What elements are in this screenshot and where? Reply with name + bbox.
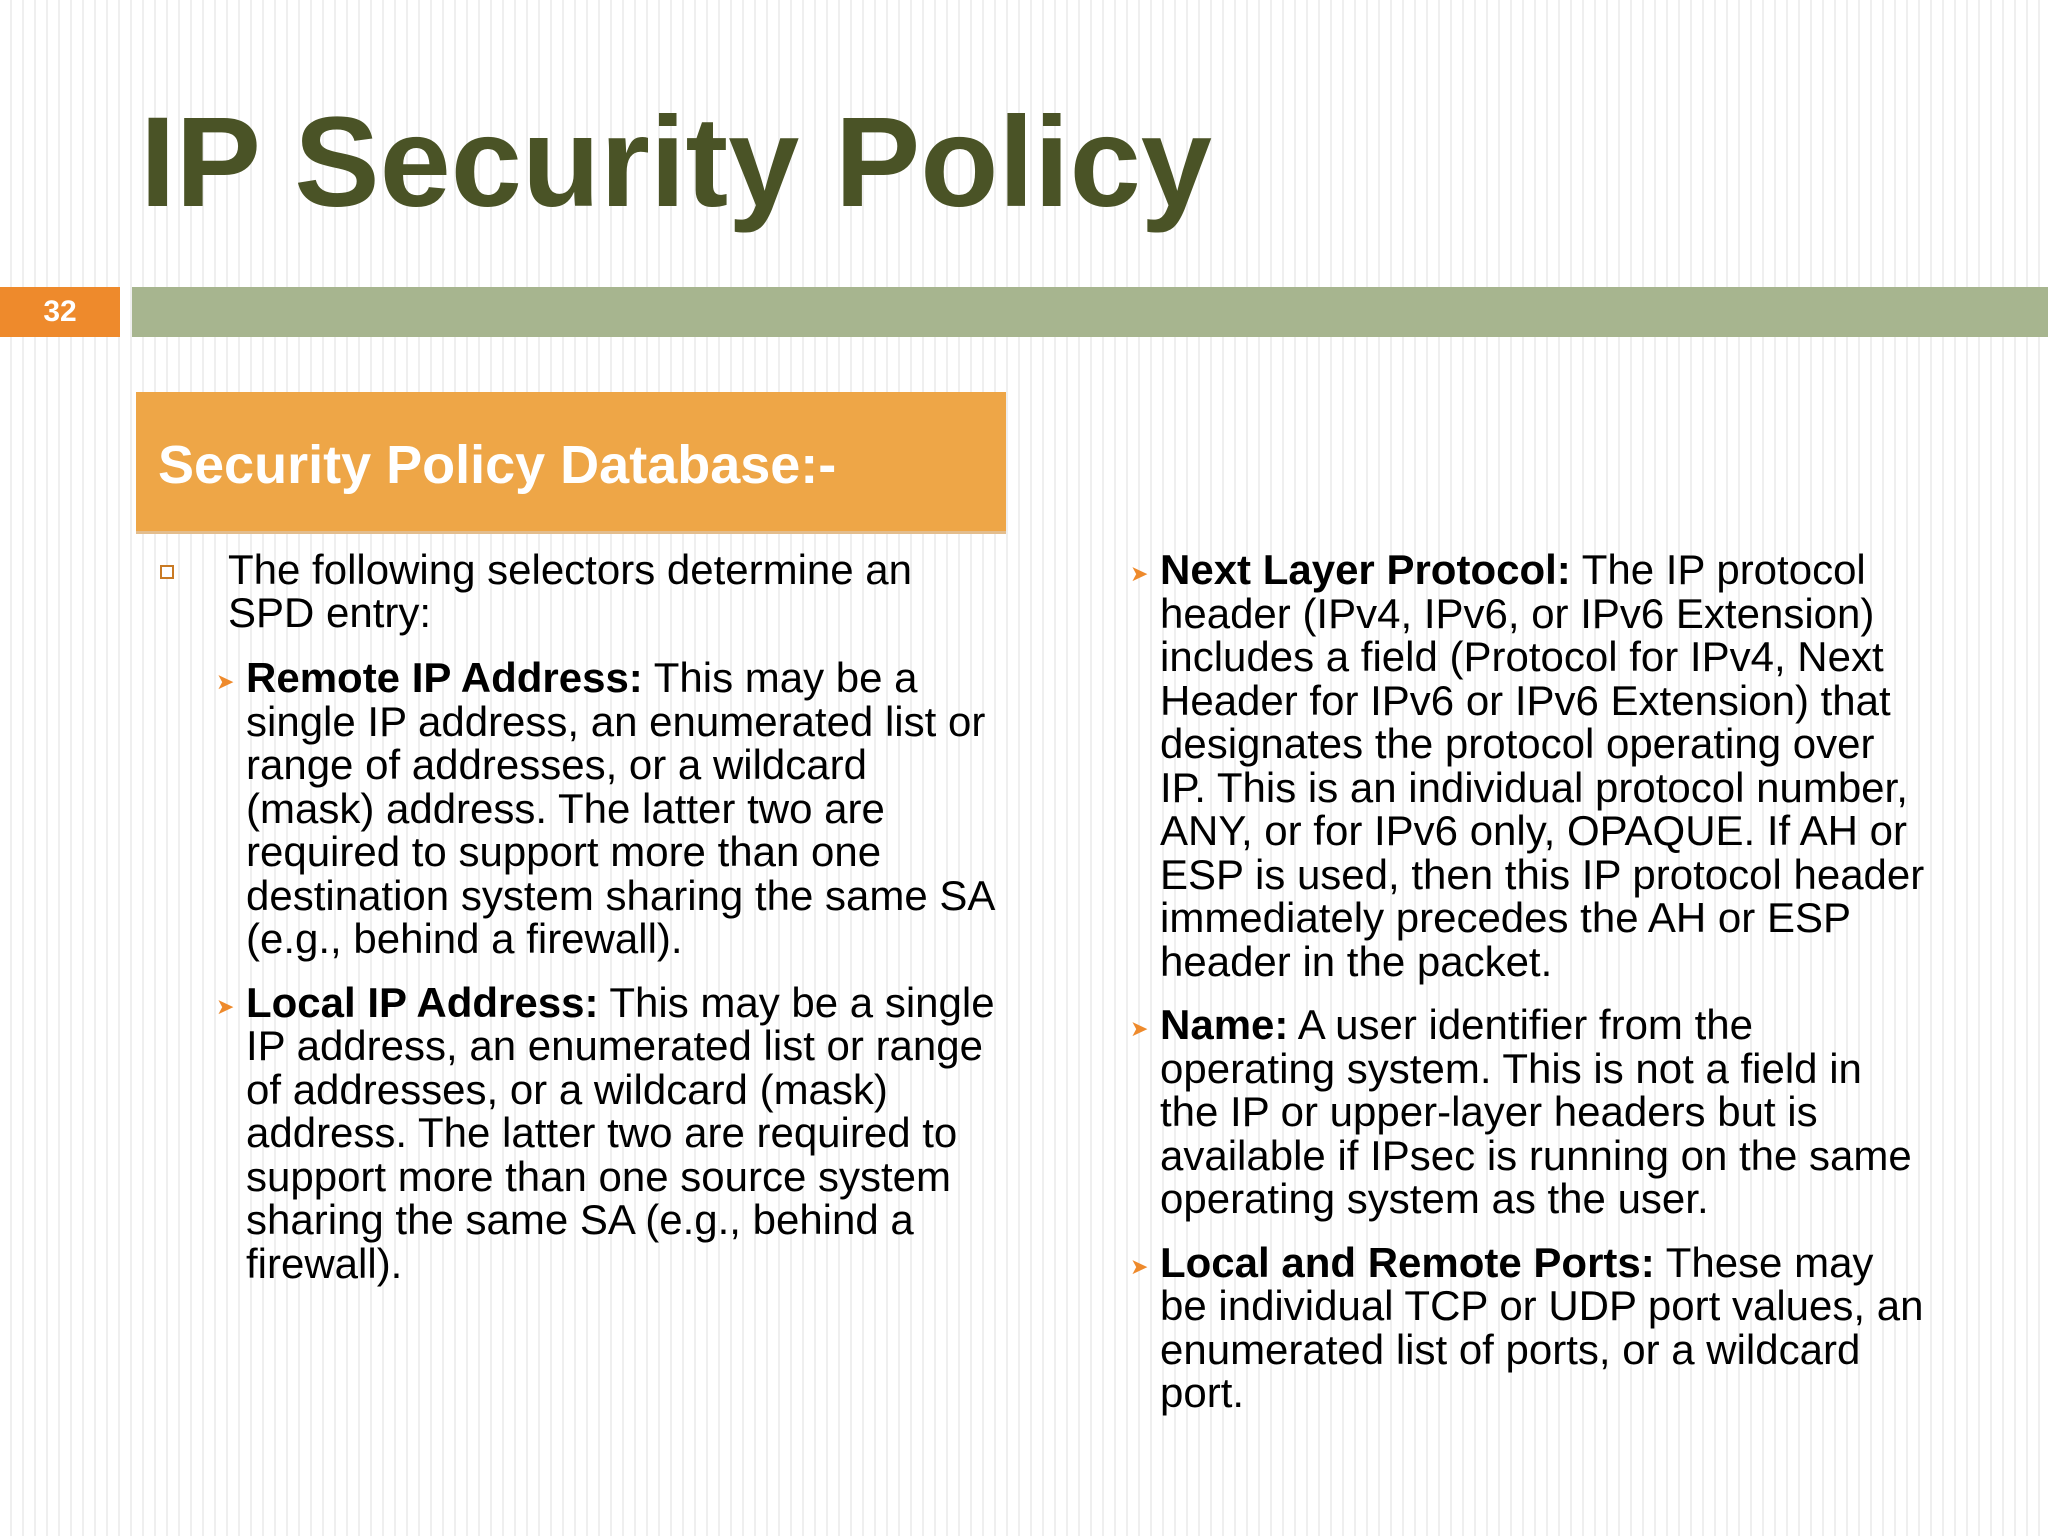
item-label: Name: bbox=[1160, 1001, 1289, 1048]
slide-title: IP Security Policy bbox=[140, 91, 1212, 234]
list-item-remote-ip bbox=[216, 656, 1000, 961]
arrow-bullet-icon: ➤ bbox=[216, 669, 235, 694]
arrow-bullet-icon: ➤ bbox=[216, 993, 235, 1019]
item-label: Local IP Address: bbox=[246, 978, 599, 1026]
arrow-bullet-icon: ➤ bbox=[1130, 561, 1149, 586]
item-text: This may be a single IP address, an enumerated list or range of addresses, or a wildcard (mask) address. The latter two are required to support more than one destination system sharing the same SA (e.g., behind a firewall). bbox=[246, 654, 994, 962]
page-number: 32 bbox=[0, 287, 120, 337]
intro-text: The following selectors determine an SPD entry: bbox=[228, 546, 913, 636]
item-text: The IP protocol header (IPv4, IPv6, or IPv6 Extension) includes a field (Protocol for IPv4, Next Header for IPv6 or IPv6 Extension) that designates the protocol operating over IP. This is an individual protocol number, ANY, or for IPv6 only, OPAQUE. If AH or ESP is used, then this IP protocol header immediately precedes the AH or ESP header in the packet. bbox=[1160, 546, 1925, 985]
list-item-name bbox=[1130, 1003, 1930, 1221]
item-text: A user identifier from the operating system. This is not a field in the IP or upper-layer headers but is available if IPsec is running on the same operating system as the user. bbox=[1160, 1001, 1912, 1222]
intro-paragraph bbox=[160, 548, 1000, 634]
arrow-bullet-icon: ➤ bbox=[1130, 1253, 1149, 1279]
item-text: This may be a single IP address, an enumerated list or range of addresses, or a wildcard (mask) address. The latter two are required to support more than one source system sharing the same SA (e.g., behind a firewall). bbox=[246, 978, 995, 1287]
arrow-bullet-icon: ➤ bbox=[1130, 1016, 1149, 1041]
list-item-ports bbox=[1130, 1238, 1930, 1416]
right-column bbox=[1130, 548, 1930, 1435]
title-rule bbox=[132, 287, 2048, 337]
item-label: Remote IP Address: bbox=[246, 654, 643, 701]
list-item-local-ip bbox=[216, 978, 1000, 1287]
item-label: Next Layer Protocol: bbox=[1160, 546, 1571, 593]
square-bullet-icon bbox=[160, 565, 174, 579]
item-text: These may be individual TCP or UDP port values, an enumerated list of ports, or a wildcard port. bbox=[1160, 1238, 1924, 1416]
list-item-next-layer-protocol bbox=[1130, 548, 1930, 983]
left-column bbox=[160, 548, 1000, 1305]
section-header-text: Security Policy Database:- bbox=[158, 435, 837, 495]
section-header bbox=[136, 392, 1006, 534]
item-label: Local and Remote Ports: bbox=[1160, 1238, 1655, 1286]
